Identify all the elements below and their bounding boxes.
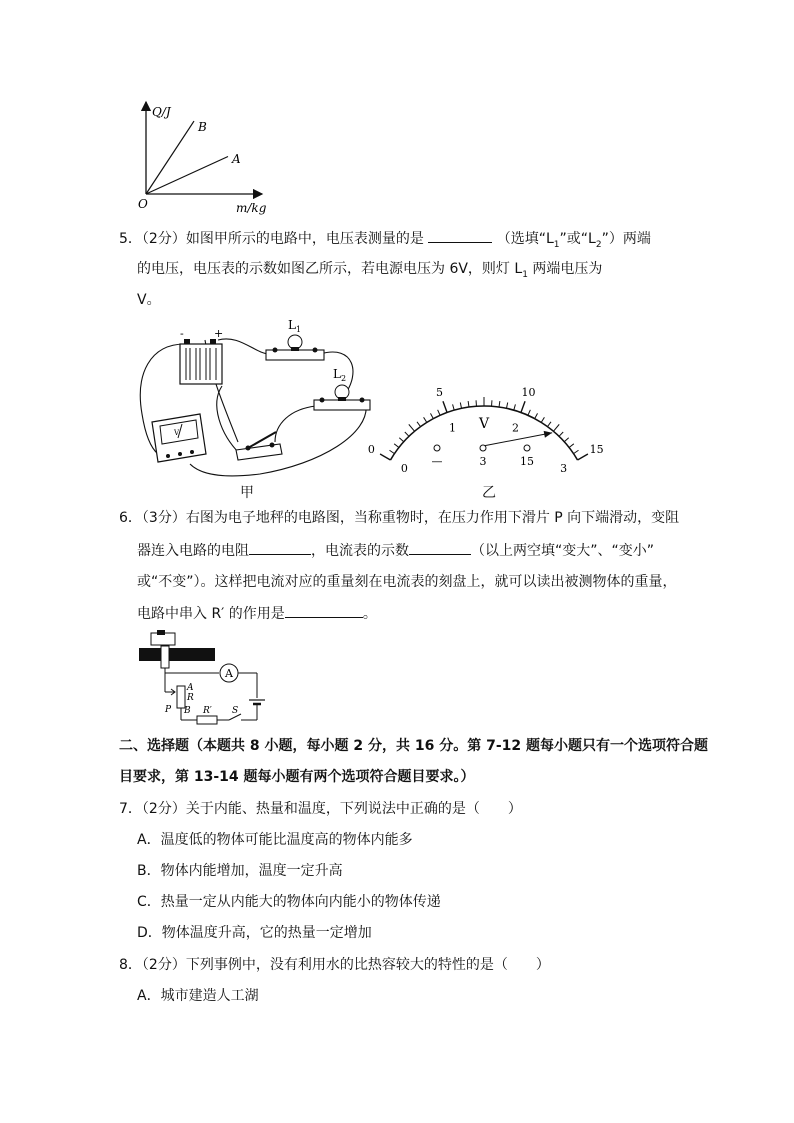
resistor-r-prime-label: R′ bbox=[203, 706, 212, 716]
q5-blank-1[interactable] bbox=[428, 228, 492, 243]
dial-tick bbox=[438, 410, 440, 415]
lower-tick-label-1: 1 bbox=[449, 421, 457, 435]
dial-tick bbox=[535, 413, 538, 418]
figure-label-yi: 乙 bbox=[482, 485, 496, 501]
voltmeter-dial bbox=[367, 344, 604, 475]
y-axis-label: Q/J bbox=[152, 105, 171, 119]
battery-plus-sign: + bbox=[214, 327, 224, 340]
slider-p-label: P bbox=[165, 705, 172, 715]
q6-blank-2[interactable] bbox=[409, 540, 471, 555]
q7-option-a[interactable]: A．温度低的物体可能比温度高的物体内能多 bbox=[137, 832, 413, 848]
q7-option-b[interactable]: B．物体内能增加，温度一定升高 bbox=[137, 863, 343, 879]
dial-tick bbox=[559, 432, 563, 436]
section-2-heading-line-1: 二、选择题（本题共 8 小题，每小题 2 分，共 16 分。第 7-12 题每小题只有一个选项符合题 bbox=[119, 738, 708, 754]
q6-blank-1[interactable] bbox=[249, 540, 311, 555]
dial-tick bbox=[389, 450, 394, 453]
voltmeter-device bbox=[152, 414, 206, 462]
terminal-3[interactable] bbox=[480, 445, 486, 451]
terminal-label-15: 15 bbox=[520, 455, 534, 468]
upper-tick-label-10: 10 bbox=[521, 385, 536, 399]
weight-object bbox=[151, 630, 175, 645]
series-label-a: A bbox=[232, 152, 241, 166]
dial-tick bbox=[553, 424, 559, 431]
dial-tick bbox=[574, 450, 579, 453]
dial-tick bbox=[409, 424, 415, 431]
lamp-l2-label: $L_2$ bbox=[333, 367, 347, 383]
lamp-l1-label: $L_1$ bbox=[288, 318, 302, 334]
dial-tick bbox=[547, 422, 551, 427]
dial-tick bbox=[514, 404, 516, 410]
q8-option-a[interactable]: A．城市建造人工湖 bbox=[137, 988, 259, 1004]
dial-tick bbox=[380, 454, 390, 460]
q6-line-1: 6．（3分）右图为电子地秤的电路图，当称重物时，在压力作用下滑片 P 向下端滑动，变阻 bbox=[119, 510, 680, 526]
upper-tick-label-5: 5 bbox=[436, 385, 444, 399]
scale-circuit-figure bbox=[137, 628, 277, 728]
dial-tick bbox=[506, 402, 507, 408]
upper-tick-label-0: 0 bbox=[367, 443, 375, 456]
dial-tick bbox=[399, 438, 403, 442]
dial-tick bbox=[424, 417, 427, 422]
q5-line-2: 的电压，电压表的示数如图乙所示，若电源电压为 6V，则灯 $L_1$ 两端电压为 bbox=[137, 261, 603, 280]
terminal-label-minus: — bbox=[431, 455, 443, 468]
q6-line-2: 器连入电路的电阻 ，电流表的示数 （以上两空填“变大”、“变小” bbox=[137, 540, 654, 561]
rheostat-end-b: B bbox=[184, 706, 191, 716]
series-label-b: B bbox=[198, 120, 207, 134]
lower-tick-label-3: 3 bbox=[560, 462, 568, 475]
q6-blank-3[interactable] bbox=[285, 603, 363, 618]
rheostat-end-a: A bbox=[187, 683, 194, 693]
circuit-figure-jia bbox=[130, 314, 375, 484]
q6-line-4: 电路中串入 R′ 的作用是 。 bbox=[137, 603, 377, 624]
dial-tick bbox=[394, 444, 399, 448]
dial-tick bbox=[405, 432, 409, 436]
dial-tick bbox=[443, 401, 447, 412]
rheostat-r bbox=[177, 686, 185, 708]
wire-battery-to-l1 bbox=[218, 339, 270, 354]
lower-tick-label-2: 2 bbox=[511, 421, 519, 435]
q8-stem: 8．（2分）下列事例中，没有利用水的比热容较大的特性的是（ ） bbox=[119, 957, 550, 973]
switch-s-label: S bbox=[232, 706, 239, 716]
figure-label-jia-text: 甲 bbox=[240, 485, 254, 501]
resistor-r-prime bbox=[197, 716, 217, 724]
battery-pack bbox=[180, 327, 223, 384]
wire-l2-right bbox=[190, 404, 366, 476]
dial-tick bbox=[528, 410, 530, 415]
x-axis-label: m/kg bbox=[236, 201, 267, 215]
dial-tick bbox=[460, 402, 461, 408]
dial-needle bbox=[483, 433, 552, 446]
dial-tick bbox=[430, 413, 433, 418]
ammeter-label: A bbox=[225, 667, 233, 680]
dial-tick bbox=[541, 417, 544, 422]
lower-tick-label-0: 0 bbox=[400, 462, 408, 475]
upper-tick-label-15: 15 bbox=[589, 443, 604, 456]
terminal-15[interactable] bbox=[524, 445, 530, 451]
wire-l2-switch bbox=[275, 406, 316, 442]
dial-tick bbox=[468, 401, 469, 407]
lamp-l2 bbox=[314, 367, 370, 410]
q-m-graph bbox=[130, 98, 280, 218]
platform-bar bbox=[139, 648, 215, 661]
voltmeter-v-label: V bbox=[174, 429, 180, 437]
dial-tick bbox=[499, 401, 500, 407]
dial-tick bbox=[564, 438, 568, 442]
terminal-label-3: 3 bbox=[479, 455, 487, 468]
q5-line-3: V。 bbox=[137, 292, 161, 308]
q6-line-3: 或“不变”）。这样把电流对应的重量刻在电流表的刻盘上，就可以读出被测物体的重量， bbox=[137, 574, 677, 590]
terminal-minus[interactable] bbox=[434, 445, 440, 451]
q7-option-c[interactable]: C．热量一定从内能大的物体向内能小的物体传递 bbox=[137, 894, 441, 910]
origin-label: O bbox=[138, 197, 148, 211]
section-2-heading-line-2: 目要求，第 13-14 题每小题有两个选项符合题目要求。） bbox=[119, 769, 475, 785]
q5-line-1: 5．（2分）如图甲所示的电路中，电压表测量的是 （选填“$L_1$”或“$L_2$”）两端 bbox=[119, 228, 651, 255]
q7-option-d[interactable]: D．物体温度升高，它的热量一定增加 bbox=[137, 925, 372, 941]
dial-tick bbox=[453, 404, 455, 410]
dial-needle-head bbox=[544, 431, 553, 438]
dial-unit-label: V bbox=[478, 416, 490, 432]
lamp-l1 bbox=[266, 318, 324, 360]
dial-tick bbox=[578, 454, 588, 460]
rheostat-label-r: R bbox=[187, 693, 194, 703]
dial-tick bbox=[521, 401, 525, 412]
dial-tick bbox=[417, 422, 421, 427]
battery-minus-sign: - bbox=[180, 327, 184, 340]
dial-tick bbox=[569, 444, 574, 448]
q7-stem: 7．（2分）关于内能、热量和温度，下列说法中正确的是（ ） bbox=[119, 801, 522, 817]
